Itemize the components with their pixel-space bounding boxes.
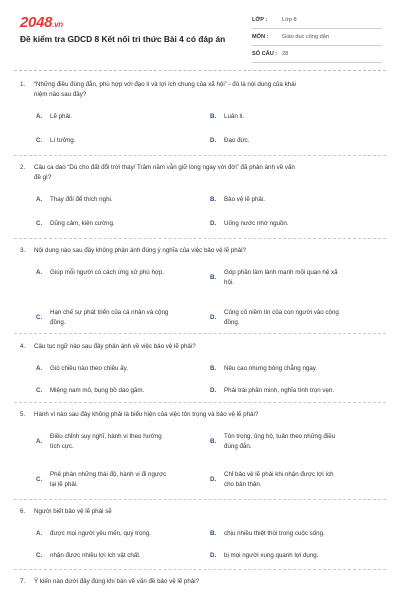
option-letter: D. xyxy=(210,387,217,394)
question-number: 2. xyxy=(20,164,26,171)
answer-option-a[interactable] xyxy=(36,432,201,452)
option-text-line: Uống nước nhớ nguồn. xyxy=(224,220,289,227)
question-text-line: đề gì? xyxy=(34,174,52,181)
question-divider xyxy=(14,333,386,334)
question-divider xyxy=(14,402,386,403)
option-letter: A. xyxy=(36,438,43,445)
answer-option-a[interactable] xyxy=(36,112,201,122)
option-text xyxy=(50,268,201,278)
meta-row-grade xyxy=(252,12,382,29)
question-7 xyxy=(20,577,390,587)
option-text-line: Tôn trọng, ủng hộ, tuân theo những điều xyxy=(224,433,336,440)
question-text-line: niệm nào sau đây? xyxy=(34,91,87,98)
question-2 xyxy=(20,163,390,183)
option-text-line: Góp phần làm lành mạnh mối quan hệ xã xyxy=(224,269,338,276)
option-text xyxy=(50,470,201,490)
option-text xyxy=(224,432,375,452)
option-letter: D. xyxy=(210,220,217,227)
option-letter: B. xyxy=(210,530,217,537)
answer-option-d[interactable] xyxy=(210,551,375,561)
option-text xyxy=(224,268,375,288)
question-text xyxy=(34,507,390,517)
option-letter: B. xyxy=(210,196,217,203)
option-text-line: đồng. xyxy=(224,319,240,326)
question-text-line: Câu ca dao “Dù cho đất đổi trời thay/ Trăm năm vẫn giữ lòng ngay với đời” đã phản ánh về vấn xyxy=(34,164,295,171)
question-stem xyxy=(20,163,390,183)
option-text xyxy=(50,308,201,328)
answer-option-a[interactable] xyxy=(36,364,201,374)
option-letter: D. xyxy=(210,137,217,144)
question-text-line: Nội dung nào sau đây không phản ánh đúng ý nghĩa của việc bảo vệ lẽ phải? xyxy=(34,247,246,254)
option-text xyxy=(224,364,375,374)
question-number: 4. xyxy=(20,343,26,350)
option-text-line: Thay đổi để thích nghi. xyxy=(50,196,113,203)
question-text xyxy=(34,80,390,100)
question-text xyxy=(34,577,390,587)
option-letter: A. xyxy=(36,196,43,203)
option-letter: A. xyxy=(36,365,43,372)
answer-option-c[interactable] xyxy=(36,308,201,328)
option-text xyxy=(224,195,375,205)
option-text-line: Điều chỉnh suy nghĩ, hành vi theo hướng xyxy=(50,433,162,440)
question-divider xyxy=(14,238,386,239)
question-stem xyxy=(20,507,390,517)
question-stem xyxy=(20,342,390,352)
option-text xyxy=(50,551,201,561)
answer-option-b[interactable] xyxy=(210,268,375,288)
header-divider xyxy=(14,70,386,71)
question-number: 6. xyxy=(20,508,26,515)
answer-option-c[interactable] xyxy=(36,219,201,229)
option-text-line: bị mọi người xung quanh lợi dụng. xyxy=(224,552,319,559)
logo-main: 2048 xyxy=(20,14,53,31)
question-divider xyxy=(14,155,386,156)
option-letter: A. xyxy=(36,530,43,537)
option-text xyxy=(224,112,375,122)
option-text xyxy=(224,551,375,561)
question-4 xyxy=(20,342,390,352)
option-letter: C. xyxy=(36,314,43,321)
option-text xyxy=(224,219,375,229)
meta-key: MÔN : xyxy=(252,34,269,40)
option-text-line: hội. xyxy=(224,279,234,286)
question-text xyxy=(34,163,390,183)
question-3 xyxy=(20,246,390,256)
question-divider xyxy=(14,499,386,500)
document-title: Đề kiểm tra GDCD 8 Kết nối tri thức Bài 4 có đáp án xyxy=(20,34,226,44)
question-stem xyxy=(20,577,390,587)
meta-row-subject xyxy=(252,29,382,46)
option-letter: B. xyxy=(210,365,217,372)
option-text-line: được mọi người yêu mến, quý trọng. xyxy=(50,530,152,537)
question-stem xyxy=(20,246,390,256)
meta-value: Lớp 8 xyxy=(282,17,297,23)
question-text xyxy=(34,410,390,420)
option-text-line: Phải trái phân minh, nghĩa tình trọn vẹn. xyxy=(224,387,335,394)
answer-option-a[interactable] xyxy=(36,195,201,205)
option-text-line: Chỉ bảo vệ lẽ phải khi nhận được lợi ích xyxy=(224,471,334,478)
meta-value: 28 xyxy=(282,51,289,57)
answer-option-d[interactable] xyxy=(210,219,375,229)
option-letter: C. xyxy=(36,476,43,483)
question-number: 5. xyxy=(20,411,26,418)
option-letter: A. xyxy=(36,113,43,120)
answer-option-b[interactable] xyxy=(210,529,375,539)
option-text-line: Hạn chế sự phát triển của cá nhân và cộng xyxy=(50,309,169,316)
question-number: 7. xyxy=(20,578,26,585)
page-header xyxy=(0,0,400,68)
question-stem xyxy=(20,410,390,420)
option-text-line: Giúp mỗi người có cách ứng xử phù hợp. xyxy=(50,269,165,276)
question-text xyxy=(34,246,390,256)
option-text-line: Đạo đức. xyxy=(224,137,250,144)
option-text-line: Dũng cảm, kiên cường. xyxy=(50,220,115,227)
question-stem xyxy=(20,80,390,100)
option-text xyxy=(224,308,375,328)
option-text-line: đồng. xyxy=(50,319,66,326)
option-text xyxy=(224,136,375,146)
option-letter: B. xyxy=(210,274,217,281)
option-text xyxy=(50,432,201,452)
answer-option-c[interactable] xyxy=(36,551,201,561)
option-text xyxy=(50,529,201,539)
answer-option-b[interactable] xyxy=(210,432,375,452)
question-6 xyxy=(20,507,390,517)
answer-option-b[interactable] xyxy=(210,364,375,374)
option-text xyxy=(224,386,375,396)
answer-option-b[interactable] xyxy=(210,112,375,122)
answer-option-a[interactable] xyxy=(36,268,201,278)
exam-meta-table xyxy=(252,12,382,63)
option-text xyxy=(50,195,201,205)
option-text-line: Lí tưởng. xyxy=(50,137,76,144)
option-text xyxy=(50,112,201,122)
option-text-line: Củng cố niềm tin của con người vào cộng xyxy=(224,309,339,316)
option-text xyxy=(224,470,375,490)
option-text-line: lại lẽ phải. xyxy=(50,481,78,488)
option-text xyxy=(50,219,201,229)
question-text-line: Câu tục ngữ nào sau đây phản ánh về việc bảo vệ lẽ phải? xyxy=(34,343,196,350)
question-text xyxy=(34,342,390,352)
option-text-line: cho bản thân. xyxy=(224,481,262,488)
option-letter: C. xyxy=(36,220,43,227)
answer-option-d[interactable] xyxy=(210,308,375,328)
answer-option-d[interactable] xyxy=(210,470,375,490)
answer-option-c[interactable] xyxy=(36,470,201,490)
option-text-line: đúng đắn. xyxy=(224,443,252,450)
answer-option-a[interactable] xyxy=(36,529,201,539)
option-text-line: Miệng nam mô, bụng bồ dao găm. xyxy=(50,387,145,394)
logo-suffix: .vn xyxy=(52,20,63,29)
option-letter: D. xyxy=(210,476,217,483)
answer-option-c[interactable] xyxy=(36,386,201,396)
question-1 xyxy=(20,80,390,100)
option-text-line: Nêu cao nhưng bóng chẳng ngay. xyxy=(224,365,318,372)
question-text-line: “Những điều đúng đắn, phù hợp với đạo lí và lợi ích chung của xã hội” - đó là nội dung của khái xyxy=(34,81,296,88)
question-text-line: Hành vi nào sau đây không phải là biểu hiện của việc tôn trọng và bảo vệ lẽ phải? xyxy=(34,411,259,418)
question-text-line: Người biết bảo vệ lẽ phải sẽ xyxy=(34,508,112,515)
option-text-line: Lẽ phải. xyxy=(50,113,73,120)
option-text-line: Luân lí. xyxy=(224,113,245,120)
question-text-line: Ý kiến nào dưới đây đúng khi bàn về vấn đề bảo vệ lẽ phải? xyxy=(34,578,200,585)
meta-row-question-count xyxy=(252,46,382,63)
option-letter: D. xyxy=(210,552,217,559)
question-number: 3. xyxy=(20,247,26,254)
site-logo[interactable] xyxy=(20,14,63,31)
option-letter: C. xyxy=(36,552,43,559)
answer-option-b[interactable] xyxy=(210,195,375,205)
meta-key: LỚP : xyxy=(252,17,268,23)
meta-key: SỐ CÂU : xyxy=(252,51,278,57)
option-text-line: tích cực. xyxy=(50,443,74,450)
question-number: 1. xyxy=(20,81,26,88)
option-letter: D. xyxy=(210,314,217,321)
option-text-line: chịu nhiều thiệt thòi trong cuộc sống. xyxy=(224,530,325,537)
option-text-line: nhận được nhiều lợi ích vật chất. xyxy=(50,552,141,559)
option-text xyxy=(50,136,201,146)
option-text-line: Bảo vệ lẽ phải. xyxy=(224,196,265,203)
answer-option-d[interactable] xyxy=(210,136,375,146)
option-text-line: Phê phán những thái độ, hành vi đi ngược xyxy=(50,471,167,478)
answer-option-d[interactable] xyxy=(210,386,375,396)
option-letter: C. xyxy=(36,137,43,144)
meta-value: Giáo dục công dân xyxy=(282,34,329,40)
option-text xyxy=(224,529,375,539)
option-letter: C. xyxy=(36,387,43,394)
option-text-line: Gió chiều nào theo chiều ấy. xyxy=(50,365,128,372)
option-letter: A. xyxy=(36,269,43,276)
question-5 xyxy=(20,410,390,420)
question-divider xyxy=(14,569,386,570)
answer-option-c[interactable] xyxy=(36,136,201,146)
option-letter: B. xyxy=(210,438,217,445)
option-text xyxy=(50,364,201,374)
option-text xyxy=(50,386,201,396)
option-letter: B. xyxy=(210,113,217,120)
